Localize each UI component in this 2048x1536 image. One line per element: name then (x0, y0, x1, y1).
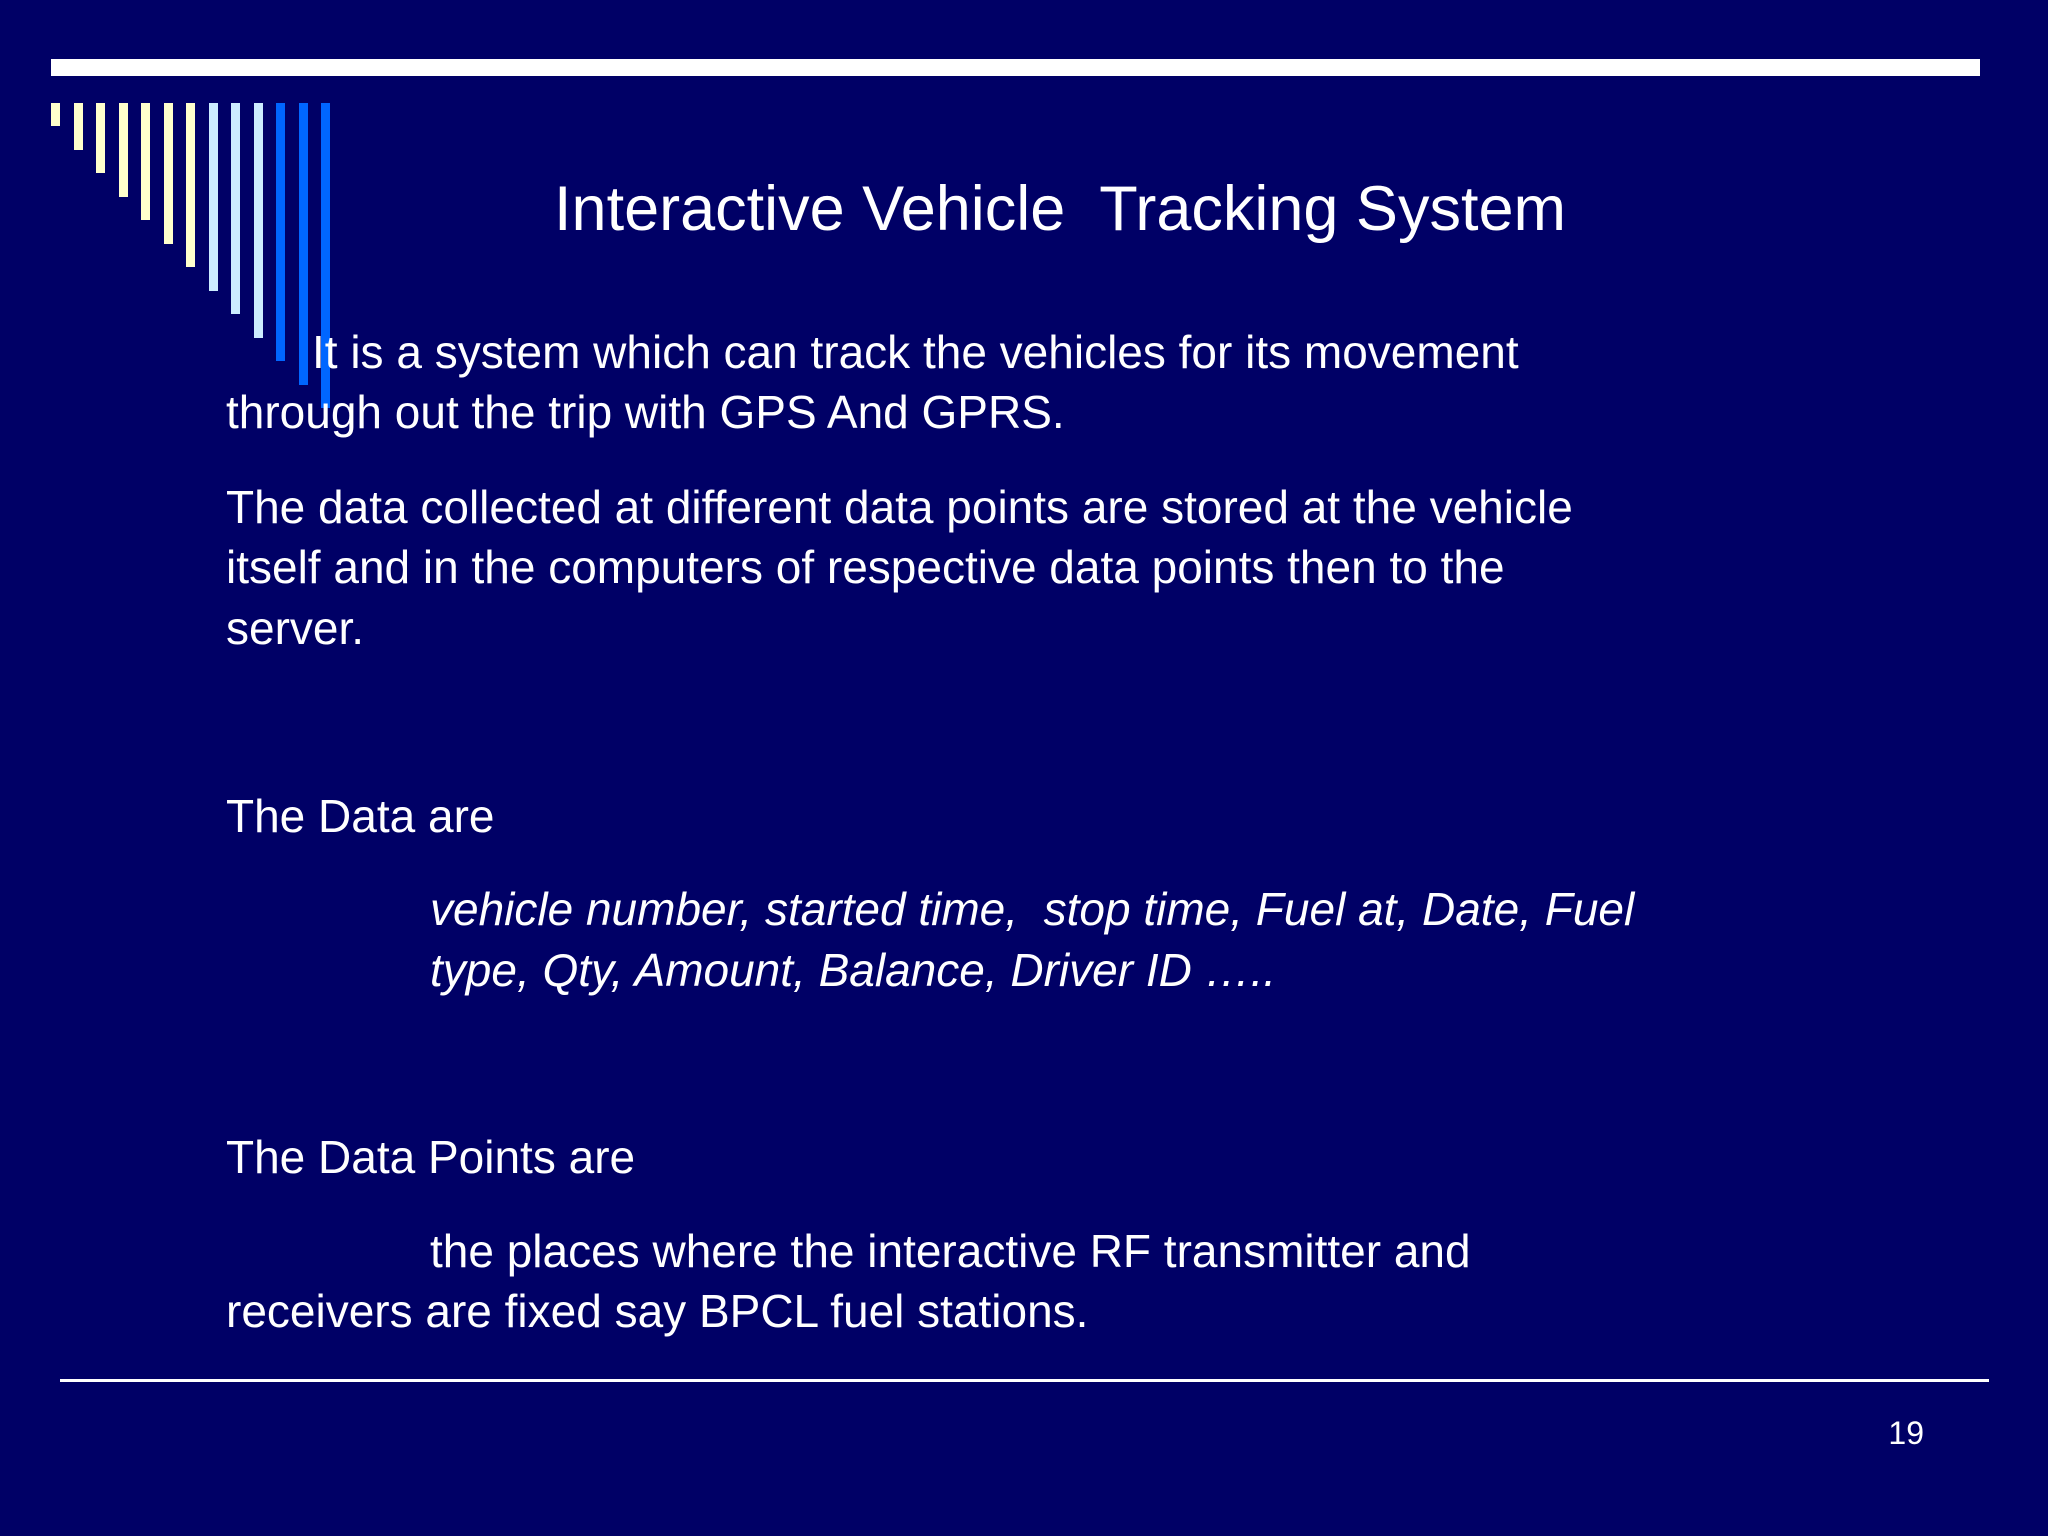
stripe (141, 103, 150, 220)
stripe (96, 103, 105, 173)
stripe (276, 103, 285, 361)
page-number: 19 (1888, 1415, 1924, 1451)
intro-line-2: through out the trip with GPS And GPRS. (226, 386, 1065, 438)
stripe (254, 103, 263, 338)
stripe (231, 103, 240, 314)
stripe (209, 103, 218, 291)
data-heading: The Data are (226, 790, 495, 842)
intro-line-1: It is a system which can track the vehicles for its movement (312, 326, 1519, 378)
stripe (119, 103, 128, 197)
stripe (74, 103, 83, 150)
bottom-rule (60, 1379, 1989, 1382)
data-points-line-1: the places where the interactive RF transmitter and (430, 1225, 1471, 1277)
storage-line-1: The data collected at different data points are stored at the vehicle (226, 481, 1573, 533)
data-list-line-1: vehicle number, started time, stop time, Fuel at, Date, Fuel (430, 883, 1635, 935)
slide-title: Interactive Vehicle Tracking System (554, 174, 1566, 244)
data-points-heading: The Data Points are (226, 1131, 636, 1183)
data-list-line-2: type, Qty, Amount, Balance, Driver ID ….. (430, 944, 1277, 996)
storage-line-2: itself and in the computers of respective data points then to the (226, 541, 1505, 593)
stripe (51, 103, 60, 126)
stripe (186, 103, 195, 267)
top-rule (51, 59, 1980, 76)
data-points-line-2: receivers are fixed say BPCL fuel stations. (226, 1285, 1089, 1337)
storage-line-3: server. (226, 602, 365, 654)
stripe (164, 103, 173, 244)
